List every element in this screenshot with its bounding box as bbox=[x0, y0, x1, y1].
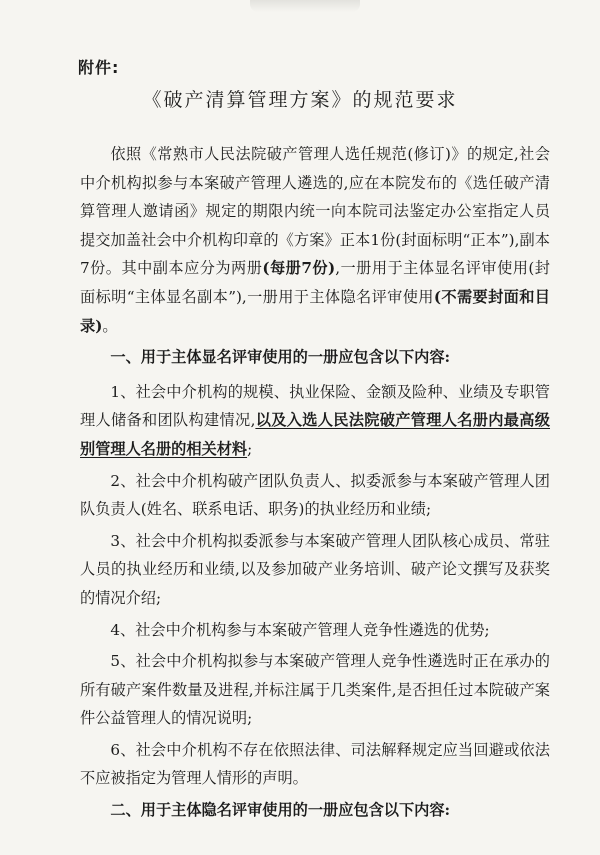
item-4: 4、社会中介机构参与本案破产管理人竞争性遴选的优势; bbox=[110, 620, 490, 639]
item-2: 2、社会中介机构破产团队负责人、拟委派参与本案破产管理人团队负责人(姓名、联系电话、职务)的执业经历和业绩; bbox=[80, 471, 550, 519]
document-title: 《破产清算管理方案》的规范要求 bbox=[142, 89, 458, 111]
section1-heading: 一、用于主体显名评审使用的一册应包含以下内容: bbox=[110, 348, 451, 367]
item-1-text: 1、社会中介机构的规模、执业保险、金额及险种、业绩及专职管理人储备和团队构建情况, bbox=[80, 382, 550, 430]
intro-text-a: 依照《常熟市人民法院破产管理人选任规范(修订)》的规定,社会中介机构拟参与本案破产管理人遴选的,应在本院发布的《选任破产清算管理人邀请函》规定的期限内统一向本院司法鉴定办公室指定人员提交加盖社会中介机构印章的《方案》正本1份(封面标明“正本”),副本7份。其中副本应分为两册 bbox=[80, 145, 550, 278]
item-3: 3、社会中介机构拟委派参与本案破产管理人团队核心成员、常驻人员的执业经历和业绩,以及参加破产业务培训、破产论文撰写及获奖的情况介绍; bbox=[80, 531, 550, 607]
section2-heading: 二、用于主体隐名评审使用的一册应包含以下内容: bbox=[110, 801, 451, 820]
intro-text-c: ,一册用于主体显名评审使用(封面标明“主体显名副本”),一册用于主体隐名评审使用 bbox=[80, 259, 550, 306]
document-body bbox=[80, 140, 550, 831]
intro-bold-b: (每册7份) bbox=[262, 259, 336, 278]
item-1-emphasis: 以及入选人民法院破产管理人名册内最高级别管理人名册的相关材料 bbox=[80, 411, 550, 458]
item-5: 5、社会中介机构拟参与本案破产管理人竞争性遴选时正在承办的所有破产案件数量及进程,并标注属于几类案件,是否担任过本院破产案件公益管理人的情况说明; bbox=[80, 652, 550, 728]
item-6: 6、社会中介机构不存在依照法律、司法解释规定应当回避或依法不应被指定为管理人情形的声明。 bbox=[80, 740, 550, 788]
scan-artifact bbox=[250, 0, 360, 12]
attachment-label: 附件: bbox=[78, 58, 120, 77]
intro-text-e: 。 bbox=[102, 316, 118, 335]
intro-paragraph bbox=[80, 140, 550, 340]
intro-bold-d: (不需要封面和目录) bbox=[80, 287, 550, 335]
item-1-end: ; bbox=[247, 439, 253, 458]
item-1 bbox=[80, 378, 550, 464]
